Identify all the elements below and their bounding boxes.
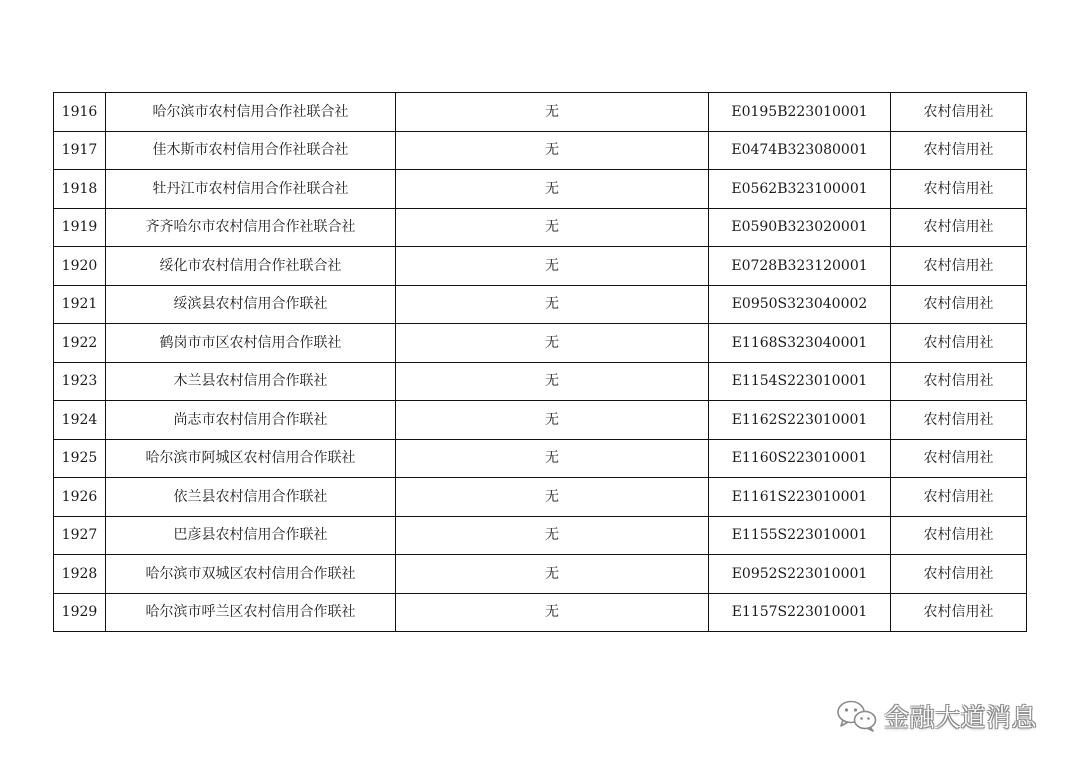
row-number-cell: 1922: [54, 324, 106, 363]
institution-name-cell: 哈尔滨市农村信用合作社联合社: [106, 93, 396, 132]
institution-name-cell: 哈尔滨市阿城区农村信用合作联社: [106, 439, 396, 478]
row-number-cell: 1929: [54, 593, 106, 632]
institution-type-cell: 农村信用社: [891, 439, 1027, 478]
row-number-cell: 1924: [54, 401, 106, 440]
alias-cell: 无: [396, 208, 709, 247]
institution-type-cell: 农村信用社: [891, 555, 1027, 594]
institution-name-cell: 佳木斯市农村信用合作社联合社: [106, 131, 396, 170]
institution-table: [53, 92, 1027, 632]
institution-code-cell: E1154S223010001: [709, 362, 891, 401]
institution-type-cell: 农村信用社: [891, 478, 1027, 517]
wechat-icon: [836, 699, 878, 733]
table-row: [54, 555, 1027, 594]
institution-code-cell: E1161S223010001: [709, 478, 891, 517]
institution-code-cell: E1157S223010001: [709, 593, 891, 632]
row-number-cell: 1921: [54, 285, 106, 324]
table-row: [54, 593, 1027, 632]
institution-code-cell: E0952S223010001: [709, 555, 891, 594]
institution-name-cell: 齐齐哈尔市农村信用合作社联合社: [106, 208, 396, 247]
row-number-cell: 1925: [54, 439, 106, 478]
row-number-cell: 1918: [54, 170, 106, 209]
table-row: [54, 131, 1027, 170]
institution-name-cell: 巴彦县农村信用合作联社: [106, 516, 396, 555]
institution-type-cell: 农村信用社: [891, 208, 1027, 247]
row-number-cell: 1928: [54, 555, 106, 594]
alias-cell: 无: [396, 478, 709, 517]
alias-cell: 无: [396, 401, 709, 440]
table-row: [54, 478, 1027, 517]
row-number-cell: 1920: [54, 247, 106, 286]
alias-cell: 无: [396, 247, 709, 286]
alias-cell: 无: [396, 93, 709, 132]
table-row: [54, 362, 1027, 401]
institution-code-cell: E1160S223010001: [709, 439, 891, 478]
table-row: [54, 208, 1027, 247]
table-row: [54, 285, 1027, 324]
table-row: [54, 516, 1027, 555]
institution-type-cell: 农村信用社: [891, 516, 1027, 555]
institution-code-cell: E1155S223010001: [709, 516, 891, 555]
alias-cell: 无: [396, 131, 709, 170]
table-row: [54, 93, 1027, 132]
alias-cell: 无: [396, 170, 709, 209]
institution-code-cell: E0950S323040002: [709, 285, 891, 324]
institution-name-cell: 木兰县农村信用合作联社: [106, 362, 396, 401]
table-row: [54, 324, 1027, 363]
institution-type-cell: 农村信用社: [891, 170, 1027, 209]
alias-cell: 无: [396, 362, 709, 401]
alias-cell: 无: [396, 555, 709, 594]
institution-code-cell: E1162S223010001: [709, 401, 891, 440]
alias-cell: 无: [396, 516, 709, 555]
institution-name-cell: 牡丹江市农村信用合作社联合社: [106, 170, 396, 209]
institution-code-cell: E0474B323080001: [709, 131, 891, 170]
row-number-cell: 1923: [54, 362, 106, 401]
institution-code-cell: E1168S323040001: [709, 324, 891, 363]
institution-name-cell: 绥化市农村信用合作社联合社: [106, 247, 396, 286]
row-number-cell: 1927: [54, 516, 106, 555]
alias-cell: 无: [396, 285, 709, 324]
institution-code-cell: E0562B323100001: [709, 170, 891, 209]
institution-type-cell: 农村信用社: [891, 593, 1027, 632]
institution-type-cell: 农村信用社: [891, 401, 1027, 440]
institution-type-cell: 农村信用社: [891, 324, 1027, 363]
institution-type-cell: 农村信用社: [891, 131, 1027, 170]
institution-code-cell: E0590B323020001: [709, 208, 891, 247]
institution-type-cell: 农村信用社: [891, 362, 1027, 401]
institution-table-body: [54, 93, 1027, 632]
table-row: [54, 170, 1027, 209]
institution-code-cell: E0728B323120001: [709, 247, 891, 286]
institution-type-cell: 农村信用社: [891, 247, 1027, 286]
institution-name-cell: 鹤岗市市区农村信用合作联社: [106, 324, 396, 363]
institution-type-cell: 农村信用社: [891, 93, 1027, 132]
alias-cell: 无: [396, 593, 709, 632]
alias-cell: 无: [396, 324, 709, 363]
row-number-cell: 1916: [54, 93, 106, 132]
institution-code-cell: E0195B223010001: [709, 93, 891, 132]
institution-name-cell: 绥滨县农村信用合作联社: [106, 285, 396, 324]
institution-name-cell: 尚志市农村信用合作联社: [106, 401, 396, 440]
institution-name-cell: 依兰县农村信用合作联社: [106, 478, 396, 517]
row-number-cell: 1917: [54, 131, 106, 170]
table-row: [54, 439, 1027, 478]
table-row: [54, 247, 1027, 286]
institution-type-cell: 农村信用社: [891, 285, 1027, 324]
row-number-cell: 1919: [54, 208, 106, 247]
watermark: [836, 696, 1037, 736]
watermark-text: 金融大道消息: [884, 703, 1038, 732]
institution-name-cell: 哈尔滨市双城区农村信用合作联社: [106, 555, 396, 594]
row-number-cell: 1926: [54, 478, 106, 517]
alias-cell: 无: [396, 439, 709, 478]
table-row: [54, 401, 1027, 440]
institution-name-cell: 哈尔滨市呼兰区农村信用合作联社: [106, 593, 396, 632]
